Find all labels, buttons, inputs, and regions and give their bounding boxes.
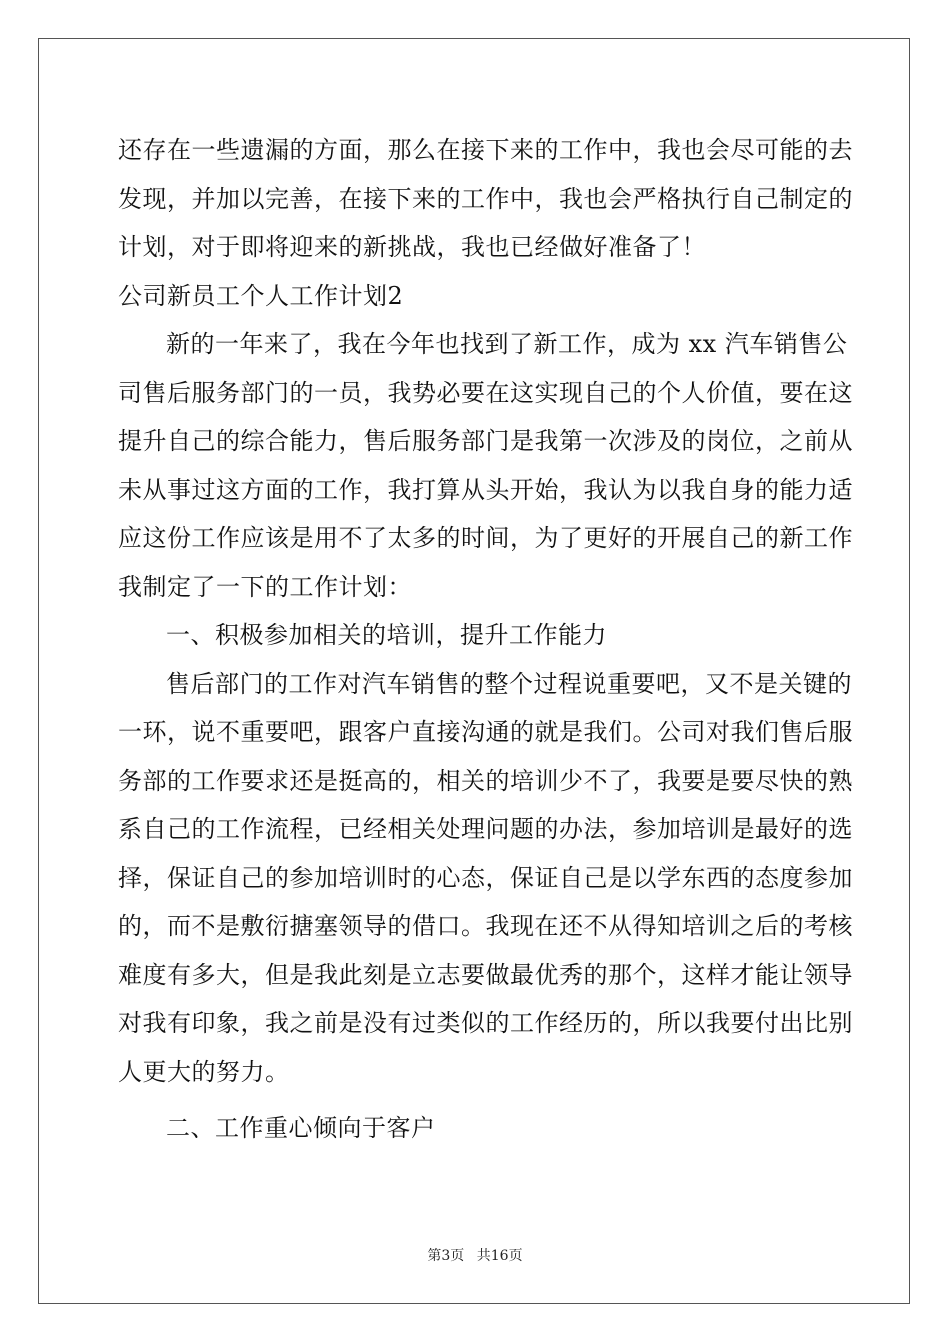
page-number: 第3页: [427, 1248, 465, 1264]
body-line: 择，保证自己的参加培训时的心态，保证自己是以学东西的态度参加: [118, 863, 853, 892]
page-footer: [0, 1245, 950, 1265]
body-line: 应这份工作应该是用不了太多的时间，为了更好的开展自己的新工作: [118, 524, 853, 552]
body-line: 难度有多大，但是我此刻是立志要做最优秀的那个，这样才能让领导: [118, 960, 853, 989]
body-line: 计划，对于即将迎来的新挑战，我也已经做好准备了！: [118, 233, 706, 261]
body-line: 务部的工作要求还是挺高的，相关的培训少不了，我要是要尽快的熟: [118, 766, 853, 795]
section-title: 公司新员工个人工作计划2: [118, 281, 404, 310]
body-line: 售后部门的工作对汽车销售的整个过程说重要吧，又不是关键的: [166, 669, 852, 698]
page-total: 共16页: [476, 1248, 523, 1264]
body-line: 新的一年来了，我在今年也找到了新工作，成为 xx 汽车销售公: [166, 330, 848, 358]
body-line: 还存在一些遗漏的方面，那么在接下来的工作中，我也会尽可能的去: [118, 136, 853, 164]
body-line: 系自己的工作流程，已经相关处理问题的办法，参加培训是最好的选: [118, 815, 853, 843]
document-body: [118, 126, 853, 1153]
body-line: 未从事过这方面的工作，我打算从头开始，我认为以我自身的能力适: [118, 475, 853, 504]
body-line: 司售后服务部门的一员，我势必要在这实现自己的个人价值，要在这: [118, 378, 853, 407]
subheading: 一、积极参加相关的培训，提升工作能力: [166, 621, 607, 649]
body-line: 提升自己的综合能力，售后服务部门是我第一次涉及的岗位，之前从: [118, 427, 853, 455]
body-line: 的，而不是敷衍搪塞领导的借口。我现在还不从得知培训之后的考核: [118, 912, 853, 940]
subheading: 二、工作重心倾向于客户: [166, 1114, 436, 1142]
body-line: 一环，说不重要吧，跟客户直接沟通的就是我们。公司对我们售后服: [118, 718, 853, 746]
body-line: 对我有印象，我之前是没有过类似的工作经历的，所以我要付出比别: [118, 1009, 853, 1037]
body-line: 人更大的努力。: [118, 1057, 290, 1086]
body-line: 我制定了一下的工作计划：: [118, 572, 412, 601]
body-line: 发现，并加以完善，在接下来的工作中，我也会严格执行自己制定的: [118, 184, 853, 213]
